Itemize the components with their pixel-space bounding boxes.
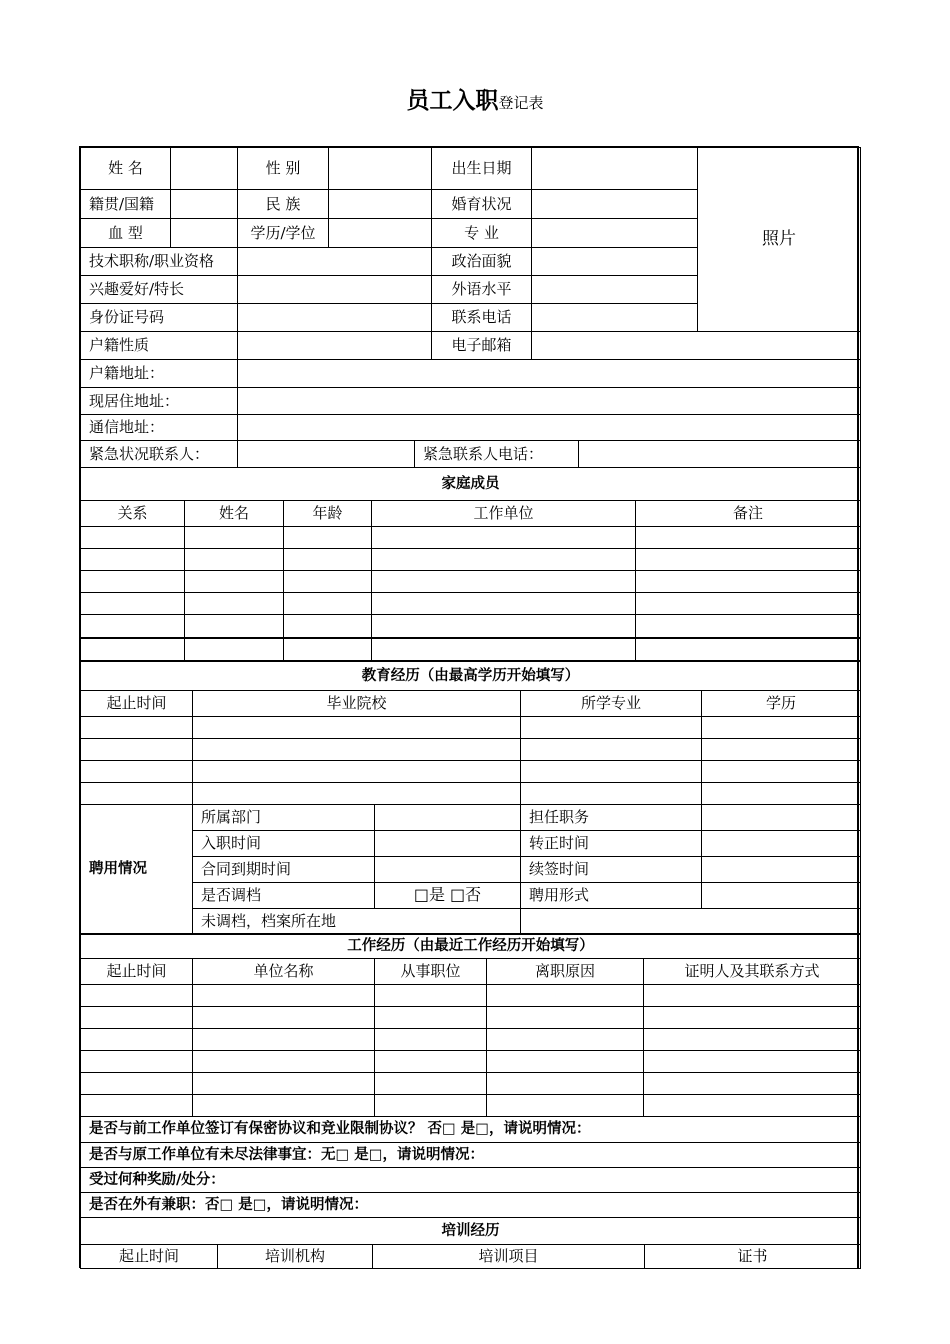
entry-field[interactable] [375,830,521,856]
archive-label: 未调档，档案所在地 [193,908,521,934]
training-table [80,1217,861,1269]
training-col-program: 培训项目 [373,1245,645,1269]
education-heading: 教育经历（由最高学历开始填写） [81,661,861,690]
transfer-label: 是否调档 [193,882,375,908]
title-main: 员工入职 [406,88,499,114]
question-awards[interactable]: 受过何种奖励/处分： [81,1168,861,1193]
title-suffix: 登记表 [498,94,544,112]
regular-field[interactable] [702,830,861,856]
photo-box[interactable]: 照片 [698,148,861,332]
education-table [80,660,861,935]
training-heading: 培训经历 [81,1218,861,1245]
emergency-contact-field[interactable] [238,441,415,468]
family-heading: 家庭成员 [81,468,861,501]
table-row[interactable] [81,593,861,615]
ethnic-label: 民 族 [238,190,329,219]
form-label: 聘用形式 [521,882,702,908]
training-col-certificate: 证书 [645,1245,861,1269]
email-field[interactable] [532,332,861,360]
phone-field[interactable] [532,304,698,332]
gender-label: 性 别 [238,148,329,190]
blood-label: 血 型 [81,219,171,248]
current-addr-field[interactable] [238,388,861,415]
emergency-contact-label: 紧急状况联系人： [81,441,238,468]
major-field[interactable] [532,219,698,248]
birth-label: 出生日期 [432,148,532,190]
family-col-age: 年龄 [284,501,372,527]
name-label: 姓 名 [81,148,171,190]
family-col-name: 姓名 [185,501,284,527]
page-title [0,82,950,115]
edu-col-period: 起止时间 [81,690,193,716]
blood-field[interactable] [171,219,238,248]
archive-field[interactable] [521,908,861,934]
gender-field[interactable] [329,148,432,190]
phone-label: 联系电话 [432,304,532,332]
family-col-relation: 关系 [81,501,185,527]
dept-field[interactable] [375,804,521,830]
hukou-type-label: 户籍性质 [81,332,238,360]
marital-label: 婚育状况 [432,190,532,219]
current-addr-label: 现居住地址： [81,388,238,415]
table-row[interactable] [81,549,861,571]
table-row[interactable] [81,1007,861,1029]
title-cert-label: 技术职称/职业资格 [81,248,238,276]
table-row[interactable] [81,527,861,549]
name-field[interactable] [171,148,238,190]
political-field[interactable] [532,248,698,276]
mail-addr-field[interactable] [238,415,861,441]
question-parttime[interactable]: 是否在外有兼职：否□ 是□，请说明情况： [81,1193,861,1218]
family-table [80,467,861,661]
title-cert-field[interactable] [238,248,432,276]
table-row[interactable] [81,1073,861,1095]
renew-field[interactable] [702,856,861,882]
work-col-period: 起止时间 [81,959,193,985]
work-col-company: 单位名称 [193,959,375,985]
work-col-reason: 离职原因 [487,959,644,985]
ethnic-field[interactable] [329,190,432,219]
work-col-reference: 证明人及其联系方式 [644,959,861,985]
question-nda[interactable]: 是否与前工作单位签订有保密协议和竞业限制协议？ 否□ 是□，请说明情况： [81,1117,861,1143]
table-row[interactable] [81,615,861,638]
training-col-period: 起止时间 [81,1245,218,1269]
edu-col-major: 所学专业 [521,690,702,716]
birth-field[interactable] [532,148,698,190]
id-label: 身份证号码 [81,304,238,332]
work-col-position: 从事职位 [375,959,487,985]
family-col-remark: 备注 [636,501,861,527]
hukou-type-field[interactable] [238,332,432,360]
table-row[interactable] [81,760,861,782]
table-row[interactable] [81,716,861,738]
regular-label: 转正时间 [521,830,702,856]
emergency-phone-label: 紧急联系人电话： [415,441,579,468]
basic-info-table [80,147,861,441]
table-row[interactable] [81,1051,861,1073]
degree-field[interactable] [329,219,432,248]
edu-col-school: 毕业院校 [193,690,521,716]
mail-addr-label: 通信地址： [81,415,238,441]
degree-label: 学历/学位 [238,219,329,248]
contract-end-field[interactable] [375,856,521,882]
id-field[interactable] [238,304,432,332]
table-row[interactable] [81,1029,861,1051]
work-heading: 工作经历（由最近工作经历开始填写） [81,934,861,959]
position-label: 担任职务 [521,804,702,830]
emergency-table [80,440,861,468]
origin-field[interactable] [171,190,238,219]
renew-label: 续签时间 [521,856,702,882]
hukou-addr-field[interactable] [238,360,861,388]
language-label: 外语水平 [432,276,532,304]
position-field[interactable] [702,804,861,830]
question-legal[interactable]: 是否与原工作单位有未尽法律事宜：无□ 是□，请说明情况： [81,1143,861,1168]
major-label: 专 业 [432,219,532,248]
language-field[interactable] [532,276,698,304]
origin-label: 籍贯/国籍 [81,190,171,219]
transfer-checkboxes[interactable]: □是 □否 [375,882,521,908]
table-row[interactable] [81,571,861,593]
employment-label: 聘用情况 [81,804,193,934]
contract-end-label: 合同到期时间 [193,856,375,882]
hobby-label: 兴趣爱好/特长 [81,276,238,304]
emergency-phone-field[interactable] [579,441,861,468]
work-table [80,933,861,1117]
political-label: 政治面貌 [432,248,532,276]
table-row[interactable] [81,1095,861,1117]
form-field[interactable] [702,882,861,908]
hobby-field[interactable] [238,276,432,304]
marital-field[interactable] [532,190,698,219]
training-col-institution: 培训机构 [218,1245,373,1269]
dept-label: 所属部门 [193,804,375,830]
edu-col-degree: 学历 [702,690,861,716]
family-col-employer: 工作单位 [372,501,636,527]
table-row[interactable] [81,638,861,661]
email-label: 电子邮箱 [432,332,532,360]
table-row[interactable] [81,985,861,1007]
table-row[interactable] [81,738,861,760]
table-row[interactable] [81,782,861,804]
hukou-addr-label: 户籍地址： [81,360,238,388]
questions-table [80,1116,861,1218]
entry-label: 入职时间 [193,830,375,856]
